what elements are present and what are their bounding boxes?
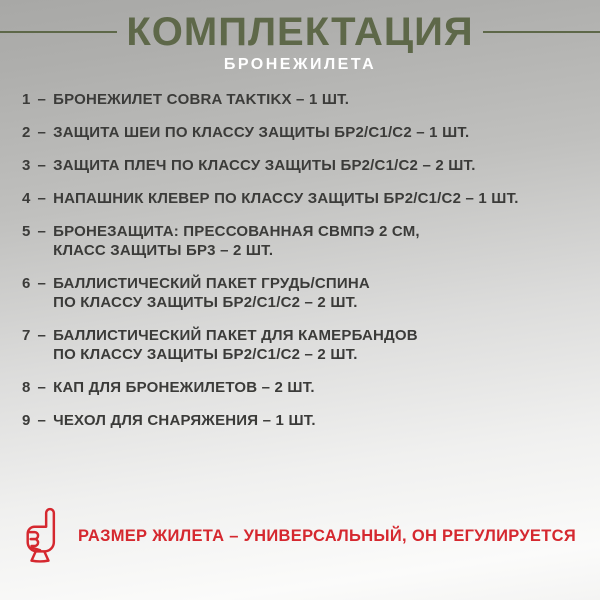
list-item [22, 123, 586, 142]
item-number: 5 [22, 223, 31, 240]
item-number: 2 [22, 124, 31, 141]
list-item [22, 90, 586, 109]
header [0, 0, 600, 74]
item-dash: – [37, 157, 47, 174]
item-number: 1 [22, 91, 31, 108]
size-note-text: РАЗМЕР ЖИЛЕТА – УНИВЕРСАЛЬНЫЙ, ОН РЕГУЛИРУЕТСЯ [78, 526, 576, 545]
item-text: ЗАЩИТА ПЛЕЧ ПО КЛАССУ ЗАЩИТЫ БР2/С1/С2 – 2 ШТ. [53, 157, 476, 174]
page-title: КОМПЛЕКТАЦИЯ [126, 10, 474, 54]
item-text: БАЛЛИСТИЧЕСКИЙ ПАКЕТ ДЛЯ КАМЕРБАНДОВ ПО КЛАССУ ЗАЩИТЫ БР2/С1/С2 – 2 ШТ. [53, 327, 418, 363]
item-number: 4 [22, 190, 31, 207]
item-text: БАЛЛИСТИЧЕСКИЙ ПАКЕТ ГРУДЬ/СПИНА ПО КЛАССУ ЗАЩИТЫ БР2/С1/С2 – 2 ШТ. [53, 275, 370, 311]
item-number: 3 [22, 157, 31, 174]
size-note [20, 503, 586, 569]
item-number: 6 [22, 275, 31, 292]
item-text: ЧЕХОЛ ДЛЯ СНАРЯЖЕНИЯ – 1 ШТ. [53, 412, 316, 429]
list-item [22, 189, 586, 208]
item-dash: – [37, 327, 47, 344]
list-item [22, 326, 586, 364]
item-number: 8 [22, 379, 31, 396]
equipment-list [22, 90, 586, 444]
pointing-hand-icon [20, 503, 60, 569]
item-dash: – [37, 275, 47, 292]
divider-line-left [0, 31, 117, 33]
item-dash: – [37, 124, 47, 141]
item-number: 7 [22, 327, 31, 344]
title-row [0, 10, 600, 54]
list-item [22, 411, 586, 430]
list-item [22, 222, 586, 260]
list-item [22, 274, 586, 312]
item-text: НАПАШНИК КЛЕВЕР ПО КЛАССУ ЗАЩИТЫ БР2/С1/С2 – 1 ШТ. [53, 190, 519, 207]
item-dash: – [37, 223, 47, 240]
item-text: КАП ДЛЯ БРОНЕЖИЛЕТОВ – 2 ШТ. [53, 379, 315, 396]
item-dash: – [37, 190, 47, 207]
list-item [22, 378, 586, 397]
item-text: ЗАЩИТА ШЕИ ПО КЛАССУ ЗАЩИТЫ БР2/С1/С2 – 1 ШТ. [53, 124, 470, 141]
item-text: БРОНЕЗАЩИТА: ПРЕССОВАННАЯ СВМПЭ 2 СМ, КЛАСС ЗАЩИТЫ БР3 – 2 ШТ. [53, 223, 420, 259]
divider-line-right [483, 31, 600, 33]
item-dash: – [37, 379, 47, 396]
page-subtitle: БРОНЕЖИЛЕТА [223, 56, 377, 73]
item-dash: – [37, 91, 47, 108]
item-number: 9 [22, 412, 31, 429]
list-item [22, 156, 586, 175]
item-dash: – [37, 412, 47, 429]
item-text: БРОНЕЖИЛЕТ COBRA TAKTIKX – 1 ШТ. [53, 91, 350, 108]
